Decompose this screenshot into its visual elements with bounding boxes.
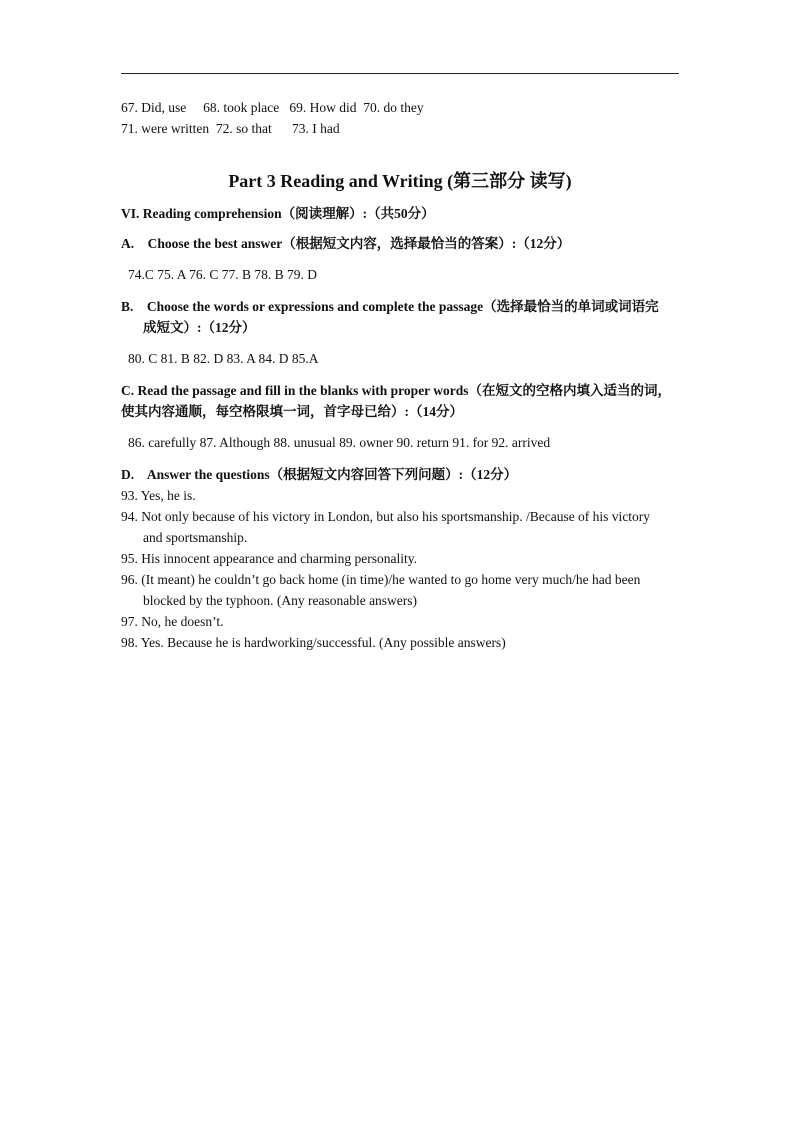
section-b-answers: 80. C 81. B 82. D 83. A 84. D 85.A bbox=[128, 351, 319, 366]
top-rule bbox=[121, 73, 679, 74]
answer-96-line-2: blocked by the typhoon. (Any reasonable answers) bbox=[143, 593, 418, 608]
section-c-heading-line-2: 使其内容通顺，每空格限填一词，首字母已给）:（14分） bbox=[121, 404, 463, 419]
answer-96-line-1: 96. (It meant) he couldn’t go back home (in time)/he wanted to go home very much/he had been bbox=[121, 572, 641, 587]
section-b-heading-line-1: B. Choose the words or expressions and complete the passage（选择最恰当的单词或词语完 bbox=[121, 299, 659, 314]
answer-94-line-1: 94. Not only because of his victory in London, but also his sportsmanship. /Because of his victory bbox=[121, 509, 651, 524]
section-a-answers: 74.C 75. A 76. C 77. B 78. B 79. D bbox=[128, 267, 318, 282]
section-a-heading: A. Choose the best answer（根据短文内容，选择最恰当的答案）:（12分） bbox=[121, 236, 571, 251]
section-b-heading-line-2: 成短文）:（12分） bbox=[143, 320, 256, 335]
part-title: Part 3 Reading and Writing (第三部分 读写) bbox=[228, 171, 572, 191]
section-d-heading: D. Answer the questions（根据短文内容回答下列问题）:（12分） bbox=[121, 467, 518, 482]
section-vi-heading: VI. Reading comprehension（阅读理解）:（共50分） bbox=[121, 206, 435, 221]
vocab-answers-row-2: 71. were written 72. so that 73. I had bbox=[121, 121, 340, 136]
vocab-answers-row-1: 67. Did, use 68. took place 69. How did 70. do they bbox=[121, 100, 424, 115]
answer-98: 98. Yes. Because he is hardworking/successful. (Any possible answers) bbox=[121, 635, 506, 650]
section-c-answers: 86. carefully 87. Although 88. unusual 89. owner 90. return 91. for 92. arrived bbox=[128, 435, 551, 450]
section-c-heading-line-1: C. Read the passage and fill in the blanks with proper words（在短文的空格内填入适当的词， bbox=[121, 383, 672, 398]
answer-95: 95. His innocent appearance and charming personality. bbox=[121, 551, 418, 566]
answer-93: 93. Yes, he is. bbox=[121, 488, 196, 503]
answer-94-line-2: and sportsmanship. bbox=[143, 530, 248, 545]
answer-97: 97. No, he doesn’t. bbox=[121, 614, 224, 629]
